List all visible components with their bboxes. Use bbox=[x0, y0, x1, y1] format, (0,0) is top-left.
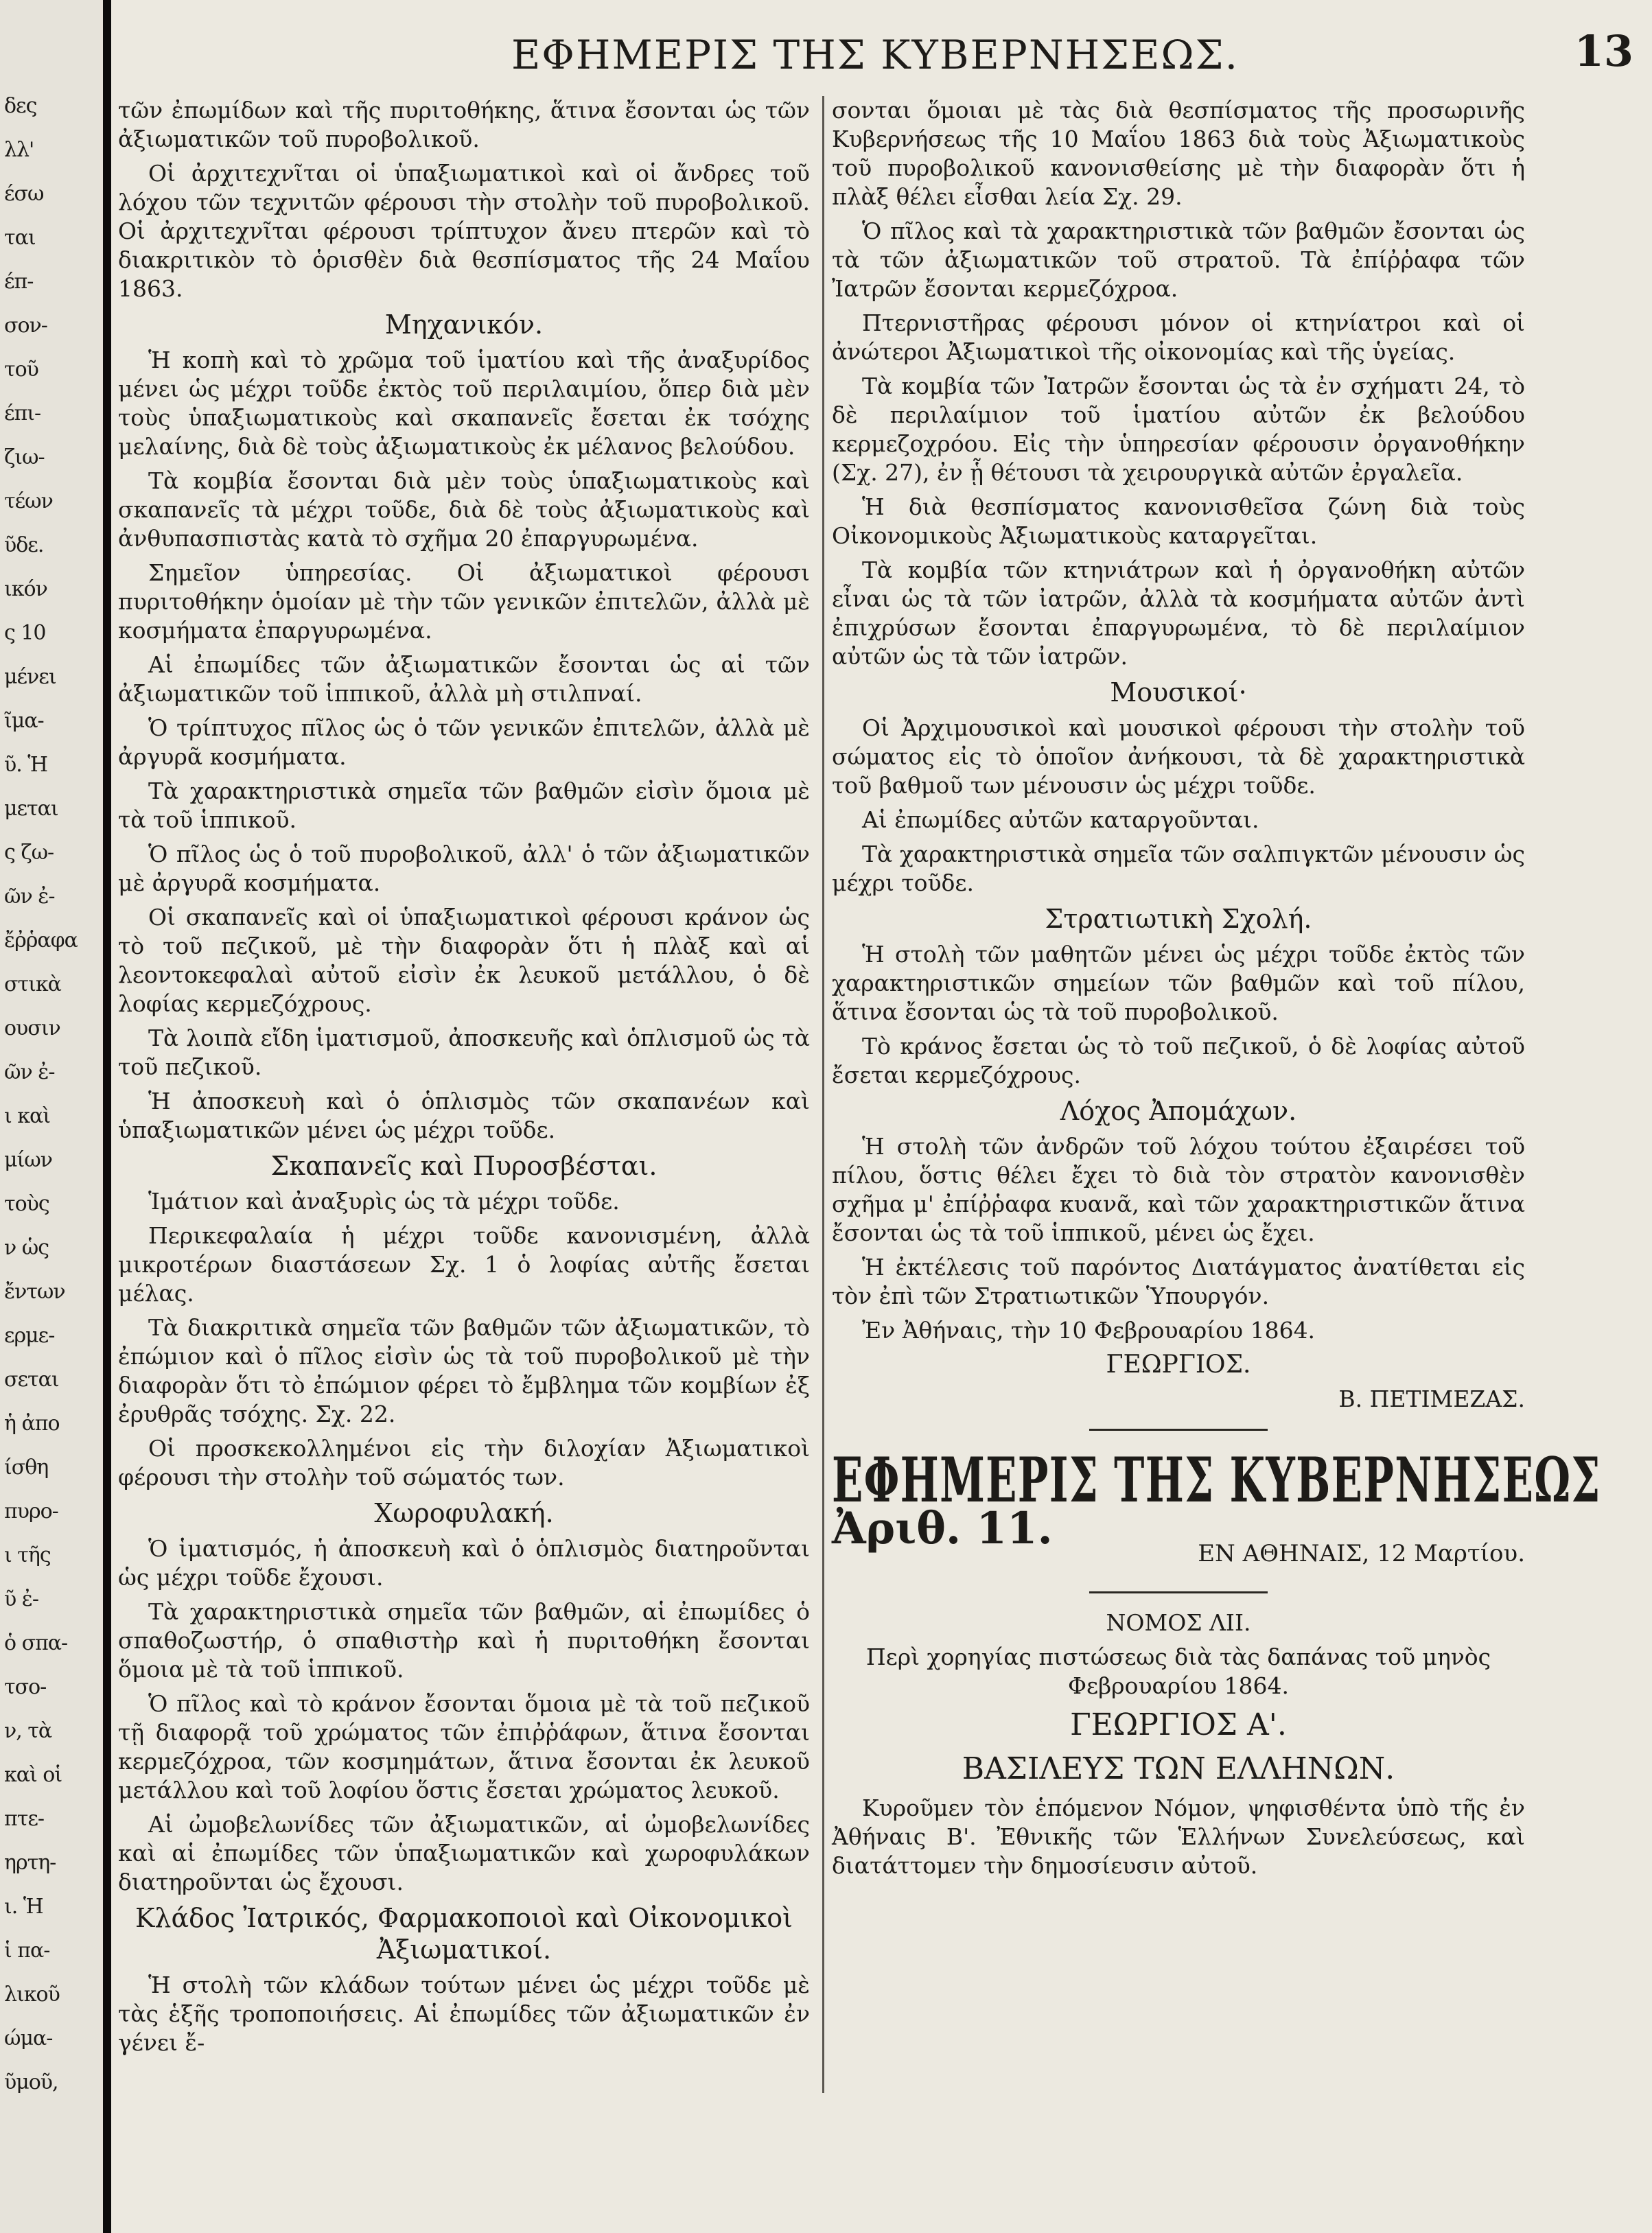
margin-fragment: έσω bbox=[4, 182, 44, 206]
margin-fragment: ι καὶ bbox=[4, 1104, 51, 1128]
paragraph: Τὰ χαρακτηριστικὰ σημεῖα τῶν βαθμῶν εἰσὶν ὅμοια μὲ τὰ τοῦ ἱππικοῦ. bbox=[118, 778, 810, 833]
paragraph: Ὁ πῖλος καὶ τὰ χαρακτηριστικὰ τῶν βαθμῶν ἔσονται ὡς τὰ τῶν ἀξιωματικῶν τοῦ στρατοῦ. Τὰ ἐπίῤῥαφα τῶν Ἰατρῶν ἔσονται κερμεζόχροα. bbox=[832, 218, 1525, 302]
paragraph: Ἡ στολὴ τῶν ἀνδρῶν τοῦ λόχου τούτου ἐξαιρέσει τοῦ πίλου, ὅστις θέλει ἔχει τὸ διὰ τὸν στρατὸν κανονισθὲν σχῆμα μ' ἐπίῤῥαφα κυανᾶ, καὶ τῶν χαρακτηριστικῶν ἅτινα ἔσονται ὡς τὰ τοῦ ἱππικοῦ, μένει ὡς ἔχει. bbox=[832, 1133, 1525, 1246]
margin-fragment: ῦδε. bbox=[4, 533, 44, 557]
margin-fragment: ῖμα- bbox=[4, 709, 44, 733]
margin-fragment: λικοῦ bbox=[4, 1983, 60, 2007]
left-column bbox=[118, 96, 810, 2063]
paragraph: Ἡ ἀποσκευὴ καὶ ὁ ὁπλισμὸς τῶν σκαπανέων καὶ ὑπαξιωματικῶν μένει ὡς μέχρι τοῦδε. bbox=[118, 1088, 810, 1143]
paragraph: Τὰ κομβία τῶν Ἰατρῶν ἔσονται ὡς τὰ ἐν σχήματι 24, τὸ δὲ περιλαίμιον τοῦ ἱματίου αὐτῶν ἐκ βελούδου κερμεζοχρόου. Εἰς τὴν ὑπηρεσίαν φέρουσιν ὀργανοθήκην (Σχ. 27), ἐν ᾗ θέτουσι τὰ χειρουργικὰ αὐτῶν ἐργαλεῖα. bbox=[832, 373, 1525, 486]
column-rule bbox=[822, 96, 824, 2093]
margin-fragment: τοὺς bbox=[4, 1192, 49, 1216]
paragraph: Σημεῖον ὑπηρεσίας. Οἱ ἀξιωματικοὶ φέρουσι πυριτοθήκην ὁμοίαν μὲ τὴν τῶν γενικῶν ἐπιτελῶν, ἀλλὰ μὲ κοσμήματα ἐπαργυρωμένα. bbox=[118, 559, 810, 644]
margin-fragment: ἡ ἀπο bbox=[4, 1412, 60, 1436]
paragraph: Τὰ χαρακτηριστικὰ σημεῖα τῶν σαλπιγκτῶν μένουσιν ὡς μέχρι τοῦδε. bbox=[832, 841, 1525, 896]
margin-fragment: πτε- bbox=[4, 1807, 44, 1831]
left-paragraphs-4 bbox=[118, 1534, 810, 1897]
heading-gendarmerie: Χωροφυλακή. bbox=[374, 1498, 554, 1528]
issue-date: ΕΝ ΑΘΗΝΑΙΣ, 12 Μαρτίου. bbox=[1198, 1540, 1525, 1567]
margin-fragment: ὁ σπα- bbox=[4, 1631, 68, 1655]
right-paragraphs-3 bbox=[832, 940, 1525, 1090]
paragraph: Αἱ ἐπωμίδες αὐτῶν καταργοῦνται. bbox=[862, 806, 1259, 833]
law-subject: Περὶ χορηγίας πιστώσεως διὰ τὰς δαπάνας τοῦ μηνὸς Φεβρουαρίου 1864. bbox=[865, 1644, 1491, 1699]
margin-fragment: ῶν ἐ- bbox=[4, 1060, 55, 1084]
page-number: 13 bbox=[1574, 26, 1633, 76]
margin-fragment: ς 10 bbox=[4, 621, 46, 645]
heading-veterans: Λόχος Ἀπομάχων. bbox=[1060, 1096, 1297, 1126]
margin-fragment: τέων bbox=[4, 489, 53, 513]
margin-fragment: ῦ. Ἡ bbox=[4, 753, 48, 777]
masthead-divider bbox=[1089, 1591, 1268, 1593]
paragraph: Τὸ κράνος ἔσεται ὡς τὸ τοῦ πεζικοῦ, ὁ δὲ λοφίας αὐτοῦ ἔσεται κερμεζόχρους. bbox=[832, 1033, 1525, 1088]
paragraph: Ὁ ἱματισμός, ἡ ἀποσκευὴ καὶ ὁ ὁπλισμὸς διατηροῦνται ὡς μέχρι τοῦδε ἔχουσι. bbox=[118, 1535, 810, 1591]
margin-fragment: ν ὡς bbox=[4, 1236, 49, 1260]
margin-fragment: ουσιν bbox=[4, 1016, 60, 1040]
margin-fragment: ν, τὰ bbox=[4, 1719, 52, 1743]
section-divider bbox=[1089, 1429, 1268, 1431]
issue-row bbox=[832, 1503, 1525, 1576]
margin-fragment: ζιω- bbox=[4, 445, 45, 469]
left-paragraphs-2 bbox=[118, 346, 810, 1145]
heading-school: Στρατιωτικὴ Σχολή. bbox=[1045, 904, 1312, 934]
law-number: ΝΟΜΟΣ ΛΙΙ. bbox=[1106, 1609, 1251, 1636]
left-paragraphs-1 bbox=[118, 96, 810, 303]
paragraph: Οἱ σκαπανεῖς καὶ οἱ ὑπαξιωματικοὶ φέρουσι κράνον ὡς τὸ τοῦ πεζικοῦ, μὲ τὴν διαφορὰν ὅτι ἡ πλὰξ καὶ αἱ λεοντοκεφαλαὶ αὐτοῦ εἰσὶν ἐκ λευκοῦ μετάλλου, ὁ δὲ λοφίας κερμεζόχρους. bbox=[118, 904, 810, 1017]
left-paragraphs-3 bbox=[118, 1187, 810, 1492]
binding-gutter bbox=[103, 0, 111, 2233]
paragraph: Ὁ πῖλος καὶ τὸ κράνον ἔσονται ὅμοια μὲ τὰ τοῦ πεζικοῦ τῇ διαφορᾷ τοῦ χρώματος τῶν ἐπιῤῥάφων, ἅτινα ἔσονται κερμεζόχροα, τῶν κοσμημάτων, ἅτινα ἔσονται ἐκ λευκοῦ μετάλλου καὶ τοῦ λοφίου ὅστις ἔσεται χρώματος λευκοῦ. bbox=[118, 1690, 810, 1803]
paragraph: τῶν ἐπωμίδων καὶ τῆς πυριτοθήκης, ἅτινα ἔσονται ὡς τῶν ἀξιωματικῶν τοῦ πυροβολικοῦ. bbox=[118, 97, 810, 152]
paragraph: Περικεφαλαία ἡ μέχρι τοῦδε κανονισμένη, ἀλλὰ μικροτέρων διαστάσεων Σχ. 1 ὁ λοφίας αὐτῆς ἔσεται μέλας. bbox=[118, 1222, 810, 1307]
margin-fragment: ι τῆς bbox=[4, 1543, 51, 1567]
margin-fragment: καὶ οἱ bbox=[4, 1763, 62, 1787]
heading-medical: Κλάδος Ἰατρικός, Φαρμακοποιοὶ καὶ Οἰκονομικοὶ Ἀξιωματικοί. bbox=[135, 1903, 793, 1965]
paragraph: Οἱ προσκεκολλημένοι εἰς τὴν διλοχίαν Ἀξιωματικοὶ φέρουσι τὴν στολὴν τοῦ σώματός των. bbox=[118, 1435, 810, 1490]
paragraph: Αἱ ὠμοβελωνίδες τῶν ἀξιωματικῶν, αἱ ὠμοβελωνίδες καὶ αἱ ἐπωμίδες τῶν ὑπαξιωματικῶν καὶ χωροφυλάκων διατηροῦνται ὡς ἔχουσι. bbox=[118, 1811, 810, 1895]
margin-fragment: μένει bbox=[4, 665, 56, 689]
margin-fragment: ἱ πα- bbox=[4, 1939, 50, 1963]
margin-fragment: σον- bbox=[4, 314, 47, 338]
paragraph: Αἱ ἐπωμίδες τῶν ἀξιωματικῶν ἔσονται ὡς αἱ τῶν ἀξιωματικῶν τοῦ ἱππικοῦ, ἀλλὰ μὴ στιλπναί. bbox=[118, 651, 810, 707]
paragraph: Τὰ χαρακτηριστικὰ σημεῖα τῶν βαθμῶν, αἱ ἐπωμίδες ὁ σπαθοζωστήρ, ὁ σπαθιστὴρ καὶ ἡ πυριτοθήκη ἔσονται ὅμοια μὲ τὰ τοῦ ἱππικοῦ. bbox=[118, 1598, 810, 1683]
margin-fragment: έπ- bbox=[4, 270, 34, 294]
margin-fragment: δες bbox=[4, 94, 37, 118]
margin-fragment: ικόν bbox=[4, 577, 47, 601]
margin-fragment: ι. Ἡ bbox=[4, 1895, 43, 1919]
paragraph: Ἡ στολὴ τῶν μαθητῶν μένει ὡς μέχρι τοῦδε ἐκτὸς τῶν χαρακτηριστικῶν σημείων τῶν βαθμῶν καὶ τοῦ πίλου, ἅτινα ἔσονται ὡς τὰ τοῦ πυροβολικοῦ. bbox=[832, 941, 1525, 1025]
margin-fragment: ται bbox=[4, 226, 36, 250]
margin-fragment: μίων bbox=[4, 1148, 52, 1172]
paragraph: Ἡ κοπὴ καὶ τὸ χρῶμα τοῦ ἱματίου καὶ τῆς ἀναξυρίδος μένει ὡς μέχρι τοῦδε ἐκτὸς τοῦ περιλαιμίου, ὅπερ διὰ μὲν τοὺς ὑπαξιωματικοὺς καὶ σκαπανεῖς ἔσεται ἐκ τσόχης μελαίνης, διὰ δὲ τοὺς ἀξιωματικοὺς ἐκ μέλανος βελούδου. bbox=[118, 347, 810, 460]
margin-fragment: ἔντων bbox=[4, 1280, 65, 1304]
paragraph: Τὰ κομβία ἔσονται διὰ μὲν τοὺς ὑπαξιωματικοὺς καὶ σκαπανεῖς τὰ μέχρι τοῦδε, διὰ δὲ τοὺς ἀξιωματικοὺς καὶ ἀνθυπασπιστὰς κατὰ τὸ σχῆμα 20 ἐπαργυρωμένα. bbox=[118, 467, 810, 552]
king-name: ΓΕΩΡΓΙΟΣ Α'. bbox=[1070, 1707, 1287, 1742]
margin-fragment: λλ' bbox=[4, 138, 34, 162]
paragraph: Οἱ Ἀρχιμουσικοὶ καὶ μουσικοὶ φέρουσι τὴν στολὴν τοῦ σώματος εἰς τὸ ὁποῖον ἀνήκουσι, τὰ δὲ χαρακτηριστικὰ τοῦ βαθμοῦ των μένουσιν ὡς μέχρι τοῦδε. bbox=[832, 714, 1525, 799]
paragraph: σονται ὅμοιαι μὲ τὰς διὰ θεσπίσματος τῆς προσωρινῆς Κυβερνήσεως τῆς 10 Μαΐου 1863 διὰ τοὺς Ἀξιωματικοὺς τοῦ πυροβολικοῦ κανονισθείσης μὲ τὴν διαφορὰν ὅτι ἡ πλὰξ θέλει εἶσθαι λεία Σχ. 29. bbox=[832, 97, 1525, 210]
paragraph: Τὰ διακριτικὰ σημεῖα τῶν βαθμῶν τῶν ἀξιωματικῶν, τὸ ἐπώμιον καὶ ὁ πῖλος εἰσὶν ὡς τὰ τοῦ πυροβολικοῦ μὲ τὴν διαφορὰν ὅτι τὸ ἐπώμιον φέρει τὸ ἔμβλημα τῶν κομβίων ἐξ ἐρυθρᾶς τσόχης. Σχ. 22. bbox=[118, 1314, 810, 1427]
paragraph: Ἱμάτιον καὶ ἀναξυρὶς ὡς τὰ μέχρι τοῦδε. bbox=[148, 1188, 620, 1215]
king-title: ΒΑΣΙΛΕΥΣ ΤΩΝ ΕΛΛΗΝΩΝ. bbox=[962, 1751, 1395, 1786]
heading-sappers: Σκαπανεῖς καὶ Πυροσβέσται. bbox=[270, 1151, 658, 1181]
right-paragraphs-4 bbox=[832, 1132, 1525, 1311]
margin-fragment: ἔῤῥαφα bbox=[4, 928, 78, 952]
gazette-masthead: ΕΦΗΜΕΡΙΣ ΤΗΣ ΚΥΒΕΡΝΗΣΕΩΣ bbox=[832, 1444, 1601, 1517]
margin-fragment: ῦ ἐ- bbox=[4, 1587, 39, 1611]
paragraph: Ὁ τρίπτυχος πῖλος ὡς ὁ τῶν γενικῶν ἐπιτελῶν, ἀλλὰ μὲ ἀργυρᾶ κοσμήματα. bbox=[118, 714, 810, 770]
left-paragraphs-5 bbox=[118, 1971, 810, 2057]
margin-fragment: σεται bbox=[4, 1368, 59, 1392]
paragraph: Τὰ κομβία τῶν κτηνιάτρων καὶ ἡ ὀργανοθήκη αὐτῶν εἶναι ὡς τὰ τῶν ἰατρῶν, ἀλλὰ τὰ κοσμήματα αὐτῶν ἀντὶ ἐπιχρύσων ἔσονται ἐπαργυρωμένα, τὸ δὲ περιλαίμιον αὐτῶν ὡς τὰ τῶν ἰατρῶν. bbox=[832, 557, 1525, 670]
signature-minister: Β. ΠΕΤΙΜΕΖΑΣ. bbox=[1338, 1386, 1525, 1412]
right-column bbox=[832, 96, 1601, 1886]
paragraph: Ἡ ἐκτέλεσις τοῦ παρόντος Διατάγματος ἀνατίθεται εἰς τὸν ἐπὶ τῶν Στρατιωτικῶν Ὑπουργόν. bbox=[832, 1254, 1525, 1309]
margin-fragment: έπι- bbox=[4, 401, 41, 425]
page-header bbox=[117, 26, 1633, 81]
paragraph: Οἱ ἀρχιτεχνῖται οἱ ὑπαξιωματικοὶ καὶ οἱ ἄνδρες τοῦ λόχου τῶν τεχνιτῶν φέρουσι τὴν στολὴν τοῦ πυροβολικοῦ. Οἱ ἀρχιτεχνῖται φέρουσι τρίπτυχον ἄνευ πτερῶν καὶ τὸ διακριτικὸν τὸ ὁρισθὲν διὰ θεσπίσματος τῆς 24 Μαΐου 1863. bbox=[118, 160, 810, 302]
margin-fragment: ίσθη bbox=[4, 1455, 49, 1480]
paragraph: Ἡ στολὴ τῶν κλάδων τούτων μένει ὡς μέχρι τοῦδε μὲ τὰς ἑξῆς τροποποιήσεις. Αἱ ἐπωμίδες τῶν ἀξιωματικῶν ἐν γένει ἔ- bbox=[118, 1972, 810, 2056]
margin-fragment: τσο- bbox=[4, 1675, 47, 1699]
margin-fragment: στικὰ bbox=[4, 972, 61, 996]
margin-fragment: ς ζω- bbox=[4, 841, 54, 865]
heading-musicians: Μουσικοί· bbox=[1110, 677, 1247, 708]
previous-page-strip bbox=[0, 0, 103, 2233]
margin-fragment: πυρο- bbox=[4, 1499, 58, 1523]
margin-fragment: ῦμοῦ, bbox=[4, 2070, 58, 2094]
right-paragraphs-2 bbox=[832, 714, 1525, 898]
margin-fragment: ερμε- bbox=[4, 1324, 55, 1348]
final-paragraph: Κυροῦμεν τὸν ἑπόμενον Νόμον, ψηφισθέντα ὑπὸ τῆς ἐν Ἀθήναις Β'. Ἐθνικῆς τῶν Ἑλλήνων Συνελεύσεως, καὶ διατάττομεν τὴν δημοσίευσιν αὐτοῦ. bbox=[832, 1794, 1525, 1879]
issue-number: Ἀριθ. 11. bbox=[832, 1503, 1053, 1554]
paragraph: Τὰ λοιπὰ εἴδη ἱματισμοῦ, ἀποσκευῆς καὶ ὁπλισμοῦ ὡς τὰ τοῦ πεζικοῦ. bbox=[118, 1025, 810, 1080]
paragraph: Ὁ πῖλος ὡς ὁ τοῦ πυροβολικοῦ, ἀλλ' ὁ τῶν ἀξιωματικῶν μὲ ἀργυρᾶ κοσμήματα. bbox=[118, 841, 810, 896]
right-paragraphs-1 bbox=[832, 96, 1525, 671]
margin-fragment: ηρτη- bbox=[4, 1851, 56, 1875]
margin-fragment: μεται bbox=[4, 797, 58, 821]
margin-fragment: ώμα- bbox=[4, 2026, 53, 2050]
margin-fragment: τοῦ bbox=[4, 358, 38, 382]
heading-mechanics: Μηχανικόν. bbox=[384, 309, 544, 340]
paragraph: Ἡ διὰ θεσπίσματος κανονισθεῖσα ζώνη διὰ τοὺς Οἰκονομικοὺς Ἀξιωματικοὺς καταργεῖται. bbox=[832, 493, 1525, 549]
paragraph: Πτερνιστῆρας φέρουσι μόνον οἱ κτηνίατροι καὶ οἱ ἀνώτεροι Ἀξιωματικοὶ τῆς οἰκονομίας καὶ τῆς ὑγείας. bbox=[832, 309, 1525, 365]
running-title: ΕΦΗΜΕΡΙΣ ΤΗΣ ΚΥΒΕΡΝΗΣΕΩΣ. bbox=[511, 32, 1240, 78]
signature-king: ΓΕΩΡΓΙΟΣ. bbox=[1106, 1351, 1251, 1379]
date-place: Ἐν Ἀθήναις, τὴν 10 Φεβρουαρίου 1864. bbox=[862, 1317, 1316, 1344]
margin-fragment: ῶν ἐ- bbox=[4, 885, 55, 909]
